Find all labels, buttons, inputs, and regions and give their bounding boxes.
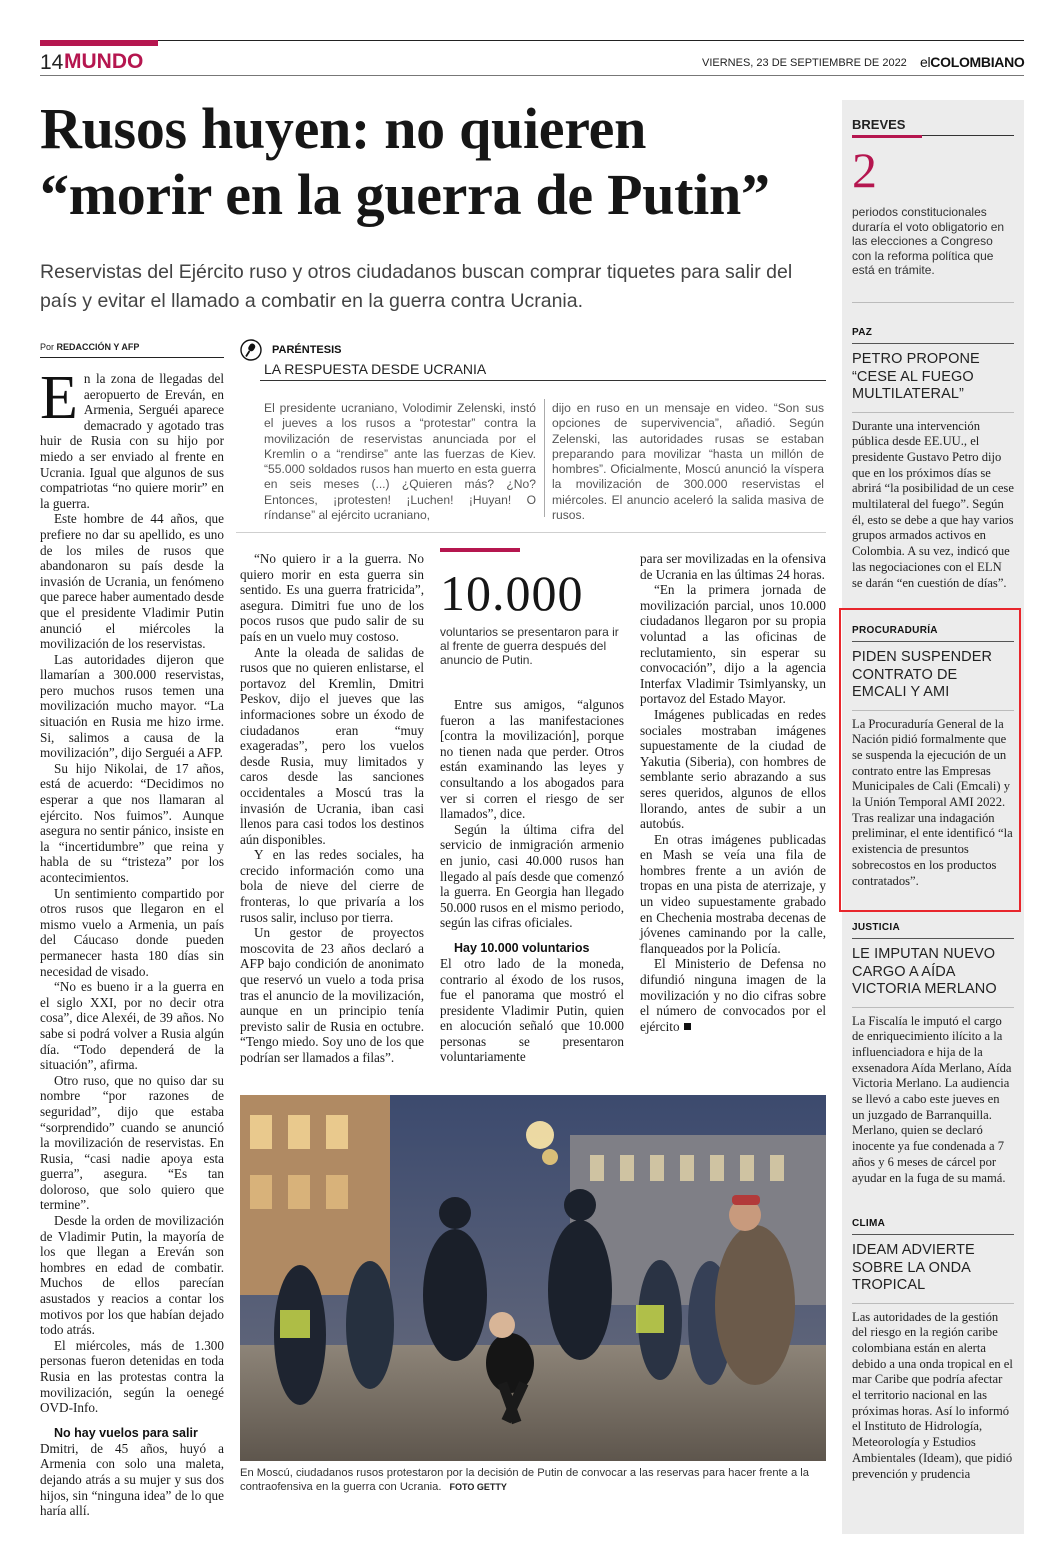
parentesis-label: PARÉNTESIS (272, 344, 342, 356)
news-photo (240, 1095, 826, 1461)
paragraph: Entre sus amigos, “algunos fueron a las manifestaciones [contra la movilización], porque no tienen nada que perder. Otros están examinando las leyes y consultando a los abogados para ver si corren el riesgo de ser llamados”, dice. (440, 697, 624, 822)
paragraph: “No es bueno ir a la guerra en el siglo XXI, por no decir otra cosa”, dice Alexéi, de 39 años. No sabe si podrá volver a Rusia algún día. “Todo dependerá de la situación”, afirma. (40, 979, 224, 1073)
brief-body: La Fiscalía le imputó el cargo de enriquecimiento ilícito a la influenciadora e hija de la exsenadora Aída Merlano, Aída Victoria Merlano. La audiencia se llevó a cabo este jueves en un juzgado de Barranquilla. Merlano, quien se declaró inocente ya fue condenada a 7 años y 6 meses de cárcel por ayudar en la fuga de su mamá. (852, 1013, 1012, 1185)
paragraph: “En la primera jornada de movilización parcial, unos 10.000 ciudadanos llegaron por su propia voluntad a las oficinas de reclutamiento, sin esperar su convocación”, dijo a la agencia Interfax Vladimir Tsimlyansky, un portavoz del Estado Mayor. (640, 582, 826, 707)
paragraph: Su hijo Nikolai, de 17 años, está de acuerdo: “Decidimos no esperar a que nos llamaran al ejército. Nos fuimos”. Aunque asegura no sentir pánico, insiste en la “incertidumbre” que reina y habla de su “tristeza” por los acontecimientos. (40, 760, 224, 885)
brief-rule (852, 641, 1014, 642)
deck: Reservistas del Ejército ruso y otros ciudadanos buscan comprar tiquetes para salir del país y evitar el llamado a combatir en la guerra contra Ucrania. (40, 261, 793, 312)
brief-body: La Procuraduría General de la Nación pidió formalmente que se suspenda la ejecución de un contrato entre las Empresas Municipales de Cali (Emcali) y la Unión Temporal AMI 2022. Tras realizar una indagación preliminar, el ente identificó “la existencia de presuntos sobrecostos en los productos contratados”. (852, 716, 1013, 888)
brief-title: LE IMPUTAN NUEVO CARGO A AÍDA VICTORIA MERLANO (852, 946, 997, 997)
parentesis-rule (260, 380, 826, 381)
header-bottom-rule (40, 75, 1024, 76)
breves-accent (852, 135, 922, 138)
brief-justicia (852, 922, 1014, 1186)
brief-procuraduria (852, 625, 1014, 889)
breves-bottom-rule (852, 302, 1014, 303)
paragraph: Otro ruso, que no quiso dar su nombre “por razones de seguridad”, dijo que estaba “sorprendido” cuando se anunció la movilización de reservistas. En Rusia, “casi nadie apoya esta guerra”, asegura. “Es tan doloroso, que solo quiero que termine”. (40, 1072, 224, 1213)
subhead: Hay 10.000 voluntarios (454, 940, 590, 955)
masthead-name: COLOMBIANO (930, 54, 1025, 70)
byline (40, 342, 139, 352)
brief-paz (852, 327, 1014, 591)
big-number-accent (440, 548, 520, 552)
brief-title-rule (852, 1007, 1014, 1008)
breves-kicker: BREVES (852, 117, 906, 132)
page-number: 14 (40, 51, 64, 74)
breves-number: 2 (852, 142, 877, 198)
photo-caption: En Moscú, ciudadanos rusos protestaron por la decisión de Putin de convocar a las reservas para hacer frente a la contraofensiva en la guerra con Ucrania. FOTO GETTY (240, 1467, 810, 1493)
byline-prefix: Por (40, 342, 55, 352)
article-column-4 (640, 551, 826, 1034)
paragraph: Las autoridades dijeron que llamarían a 300.000 reservistas, pero muchos rusos temen una movilización mucho mayor. “La situación en Rusia me hizo irme. Si, salimos a causa de la movilización”, dijo Serguéi a AFP. (40, 651, 224, 761)
paragraph: Y en las redes sociales, ha crecido información como una bola de nieve del cierre de fronteras, lo que privaría a los rusos salir, incluso por tierra. (240, 847, 424, 925)
header-top-rule (40, 40, 1024, 41)
paragraph: Un gestor de proyectos moscovita de 23 años declaró a AFP bajo condición de anonimato que reservó un vuelo a toda prisa tras el anuncio de la movilización, aunque en un principio tenía previsto salir de Rusia en octubre. “Tengo miedo. Soy uno de los que podrían ser llamados a filas”. (240, 925, 424, 1065)
photo-credit: FOTO GETTY (449, 1482, 507, 1492)
parentesis-column-1: El presidente ucraniano, Volodimir Zelenski, instó el jueves a los rusos a “protestar” contra la movilización de reservistas anunciada por el Kremlin o a “rendirse” ante las fuerzas de Kiev. “55.000 soldados rusos han muerto en esta guerra en seis meses (...) ¿Quieren más? ¿No? Entonces, ¡protesten! ¡Luchen! ¡Huyan! O ríndanse” al ejército ucraniano, (264, 401, 536, 523)
paragraph: Según la última cifra del servicio de inmigración armenio en junio, casi 40.000 rusos han llegado al país desde que comenzó la guerra. En Georgia han llegado 50.000 rusos en el mismo periodo, según las cifras oficiales. (440, 821, 624, 931)
brief-title: IDEAM ADVIERTE SOBRE LA ONDA TROPICAL (852, 1242, 975, 1293)
paragraph: El Ministerio de Defensa no difundió ninguna imagen de la movilización y no dio cifras sobre el número de convocados por el ejército (640, 956, 826, 1034)
headline-line-2: “morir en la guerra de Putin” (40, 162, 770, 227)
issue-date: VIERNES, 23 DE SEPTIEMBRE DE 2022 (702, 57, 907, 69)
headline-line-1: Rusos huyen: no quieren (40, 96, 647, 161)
big-number-caption: voluntarios se presentaron para ir al frente de guerra después del anuncio de Putin. (440, 625, 619, 667)
article-column-1 (40, 364, 224, 1519)
brief-title-rule (852, 412, 1014, 413)
brief-clima (852, 1218, 1014, 1482)
brief-kicker: JUSTICIA (852, 922, 900, 933)
parentesis-column-2: dijo en ruso en un mensaje en video. “Son sus opciones de supervivencia”, añadió. Según Zelenski, las autoridades rusas se estaban preparando para movilizar “hasta un millón de hombres”. Oficialmente, Moscú anunció la víspera la movilización de 300.000 reservistas el miércoles. El anuncio aceleró la salida masiva de rusos. (552, 401, 824, 523)
subhead: No hay vuelos para salir (54, 1425, 198, 1440)
protest-scene-illustration (240, 1095, 826, 1461)
parentesis-divider (544, 399, 545, 517)
brief-body: Durante una intervención pública desde EE.UU., el presidente Gustavo Petro dijo que en los próximos días se abrirá “la posibilidad de un cese multilateral del fuego”. Según él, esto se debe a que hay varios grupos armados activos en Colombia. A su vez, indicó que las negociaciones con el ELN se darán “en cuestión de días”. (852, 418, 1014, 590)
paragraph: Imágenes publicadas en redes sociales mostraban imágenes supuestamente de la ciudad de Yakutia (Siberia), con hombres de semblante serio abrazando a sus seres queridos, algunos de ellos llorando, antes de subir a un autobús. (640, 706, 826, 832)
brief-title-rule (852, 1303, 1014, 1304)
brief-rule (852, 343, 1014, 344)
masthead-logo (920, 54, 1025, 70)
paragraph: Este hombre de 44 años, que prefiere no dar su apellido, es uno de los miles de rusos que abandonaron su país desde la invasión de Ucrania, un fenómeno que parece haber aumentado desde que el presidente Vladimir Putin anunció el miércoles la movilización de los reservistas. (40, 511, 224, 652)
breves-number-text: periodos constitucionales duraría el voto obligatorio en las elecciones a Congreso con la reforma política que está en trámite. (852, 205, 1005, 278)
section-accent-bar (40, 40, 158, 46)
paragraph: En la zona de llegadas del aeropuerto de Ereván, en Armenia, Serguéi aparece demacrado y agotado tras huir de Rusia con su hijo por miedo a ser enviado al frente en Ucrania. Igual que algunos de sus compatriotas “no quiere morir” en la guerra. (40, 364, 224, 511)
microphone-icon (240, 339, 262, 361)
brief-rule (852, 1234, 1014, 1235)
masthead-prefix: el (920, 54, 931, 70)
brief-kicker: PROCURADURÍA (852, 625, 938, 636)
paragraph: Ante la oleada de salidas de rusos que no quieren enlistarse, el portavoz del Kremlin, Dmitri Peskov, dijo el jueves que las informaciones sobre un éxodo de ciudadanos eran “muy exageradas”, pero los vuelos desde Rusia, muy limitados y caros desde las sanciones occidentales a Moscú tras la invasión de Ucrania, iban casi llenos para casi todos los destinos aún disponibles. (240, 644, 424, 847)
paragraph: El otro lado de la moneda, contrario al éxodo de los rusos, fue el panorama que mostró el presidente Vladimir Putin, quien en alocución señaló que 10.000 personas se presentaron voluntariamente (440, 955, 624, 1065)
brief-rule (852, 938, 1014, 939)
brief-kicker: CLIMA (852, 1218, 886, 1229)
paragraph: para ser movilizadas en la ofensiva de Ucrania en las últimas 24 horas. (640, 551, 826, 582)
headline (40, 96, 830, 228)
paragraph: Un sentimiento compartido por otros rusos que llegaron en el mismo vuelo a Armenia, un país del Cáucaso donde pueden permanecer hasta 180 días sin necesidad de visado. (40, 885, 224, 979)
paragraph: “No quiero ir a la guerra. No quiero morir en esta guerra sin sentido. Es una guerra fratricida”, asegura. Dimitri fue uno de los pocos rusos que pudo salir de su país en un vuelo muy costoso. (240, 551, 424, 644)
paragraph: En otras imágenes publicadas en Mash se veía una fila de hombres frente a un avión de tropas en una pista de aterrizaje, y un video supuestamente grabado en Chechenia mostraba decenas de jóvenes caminando por la calle, flanqueados por la Policía. (640, 831, 826, 956)
parentesis-title: LA RESPUESTA DESDE UCRANIA (264, 361, 487, 377)
paragraph: Desde la orden de movilización de Vladimir Putin, la mayoría de los que llegan a Ereván son hombres en edad de combatir. Muchos de ellos parecían asustados y reacios a contar los motivos por los que habían dejado todo atrás. (40, 1213, 224, 1338)
big-number: 10.000 (440, 565, 584, 621)
byline-rule (40, 357, 224, 358)
brief-title: PETRO PROPONE “CESE AL FUEGO MULTILATERAL” (852, 351, 980, 402)
article-column-3 (440, 697, 624, 1065)
brief-kicker: PAZ (852, 327, 873, 338)
brief-title-rule (852, 710, 1014, 711)
article-column-2 (240, 551, 424, 1066)
parentesis-bottom-rule (236, 532, 826, 533)
paragraph: Dmitri, de 45 años, huyó a Armenia con solo una maleta, dejando atrás a su mujer y sus dos hijos, sin “ninguna idea” de lo que haría allí. (40, 1440, 224, 1519)
end-mark-icon (684, 1023, 691, 1030)
section-name: MUNDO (64, 50, 144, 73)
brief-body: Las autoridades de la gestión del riesgo en la región caribe colombiana están en alerta debido a una onda tropical en el mar Caribe que podría afectar el territorio nacional en las próximas horas. Así lo informó el Instituto de Hidrología, Meteorología y Estudios Ambientales (Ideam), que pidió prevención y prudencia (852, 1309, 1013, 1481)
paragraph: El miércoles, más de 1.300 personas fueron detenidas en toda Rusia en las protestas contra la movilización, según la oenegé OVD-Info. (40, 1337, 224, 1416)
brief-title: PIDEN SUSPENDER CONTRATO DE EMCALI Y AMI (852, 649, 993, 700)
dropcap: E (40, 364, 78, 432)
byline-author: REDACCIÓN Y AFP (56, 342, 140, 352)
